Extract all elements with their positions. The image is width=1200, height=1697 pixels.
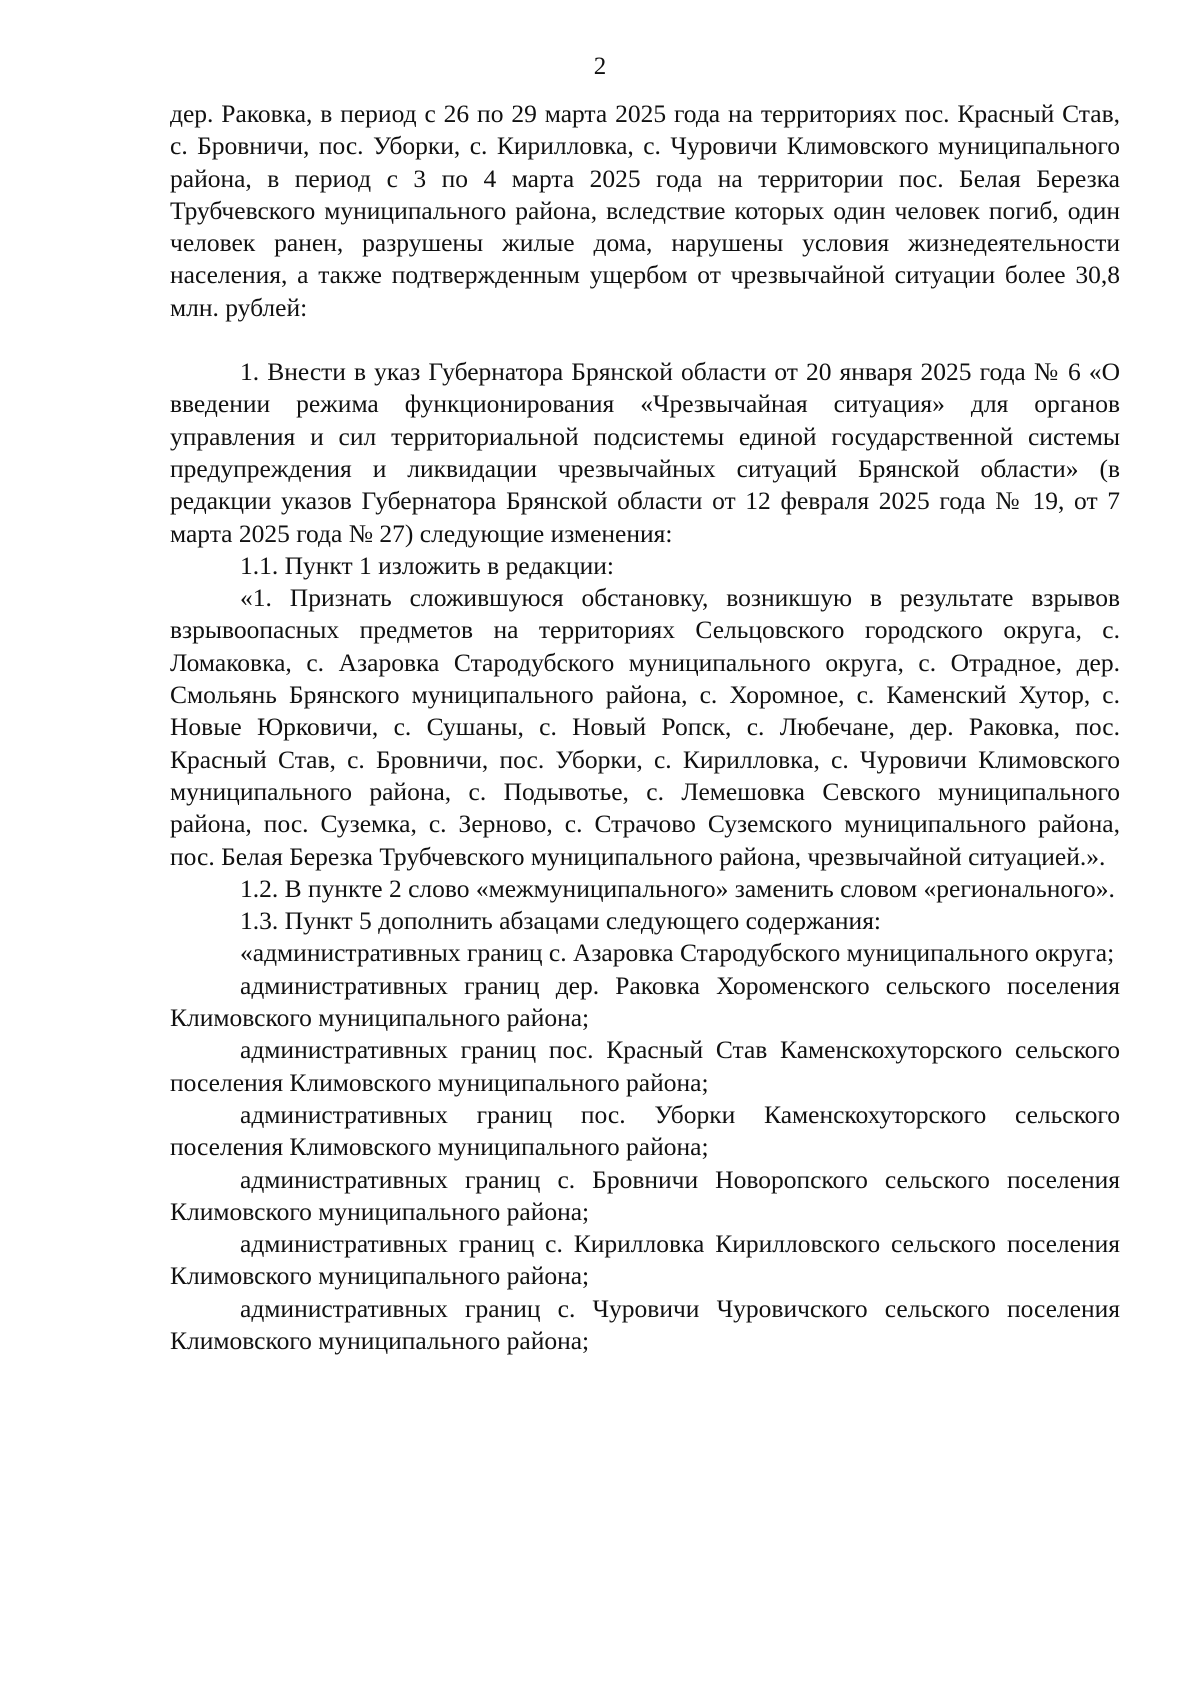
paragraph-boundary-uborki: административных границ пос. Уборки Каменскохуторского сельского поселения Климовского муниципального района; [170, 1099, 1120, 1162]
paragraph-item-1-1: 1.1. Пункт 1 изложить в редакции: [240, 550, 614, 580]
paragraph-item-1-2: 1.2. В пункте 2 слово «межмуниципального» заменить словом «регионального». [240, 873, 1115, 903]
paragraph-boundary-brovnichi: административных границ с. Бровничи Новоропского сельского поселения Климовского муниципального района; [170, 1164, 1120, 1226]
page-number: 2 [593, 53, 607, 80]
paragraph-boundary-churovichi: административных границ с. Чуровичи Чуровичского сельского поселения Климовского муниципального района; [170, 1293, 1120, 1355]
paragraph-boundary-kirillovka: административных границ с. Кирилловка Кирилловского сельского поселения Климовского муниципального района; [170, 1229, 1120, 1291]
paragraph-boundary-azarovka: «административных границ с. Азаровка Стародубского муниципального округа; [240, 938, 1115, 968]
paragraph-item-1: 1. Внести в указ Губернатора Брянской области от 20 января 2025 года № 6 «О введении режима функционирования «Чрезвычайная ситуация» для органов управления и сил территориальной подсистемы единой государственной системы предупреждения и ликвидации чрезвычайных ситуаций Брянской области» (в редакции указов Губернатора Брянской области от 12 февраля 2025 года № 19, от 7 марта 2025 года № 27) следующие изменения: [170, 357, 1120, 548]
paragraph-item-1-3: 1.3. Пункт 5 дополнить абзацами следующего содержания: [240, 906, 882, 936]
paragraph-boundary-rakovka: административных границ дер. Раковка Хороменского сельского поселения Климовского муниципального района; [170, 970, 1120, 1033]
paragraph-item-1-1-text: «1. Признать сложившуюся обстановку, возникшую в результате взрывов взрывоопасных предметов на территориях Сельцовского городского округа, с. Ломаковка, с. Азаровка Стародубского муниципального округа, с. Отрадное, дер. Смольянь Брянского муниципального района, с. Хоромное, с. Каменский Хутор, с. Новые Юрковичи, с. Сушаны, с. Новый Ропск, с. Любечане, дер. Раковка, пос. Красный Став, с. Бровничи, пос. Уборки, с. Кирилловка, с. Чуровичи Климовского муниципального района, с. Подывотье, с. Лемешовка Севского муниципального района, пос. Суземка, с. Зерново, с. Страчово Суземского муниципального района, пос. Белая Березка Трубчевского муниципального района, чрезвычайной ситуацией.». [170, 583, 1120, 871]
document-body [170, 98, 1120, 1357]
paragraph-preamble-continuation: дер. Раковка, в период с 26 по 29 марта 2025 года на территориях пос. Красный Став, с. Бровничи, пос. Уборки, с. Кирилловка, с. Чуровичи Климовского муниципального района, в период с 3 по 4 марта 2025 года на территории пос. Белая Березка Трубчевского муниципального района, вследствие которых один человек погиб, один человек ранен, разрушены жилые дома, нарушены условия жизнедеятельности населения, а также подтвержденным ущербом от чрезвычайной ситуации более 30,8 млн. рублей: [170, 99, 1120, 322]
paragraph-boundary-krasny-stav: административных границ пос. Красный Став Каменскохуторского сельского поселения Климовского муниципального района; [170, 1035, 1120, 1097]
